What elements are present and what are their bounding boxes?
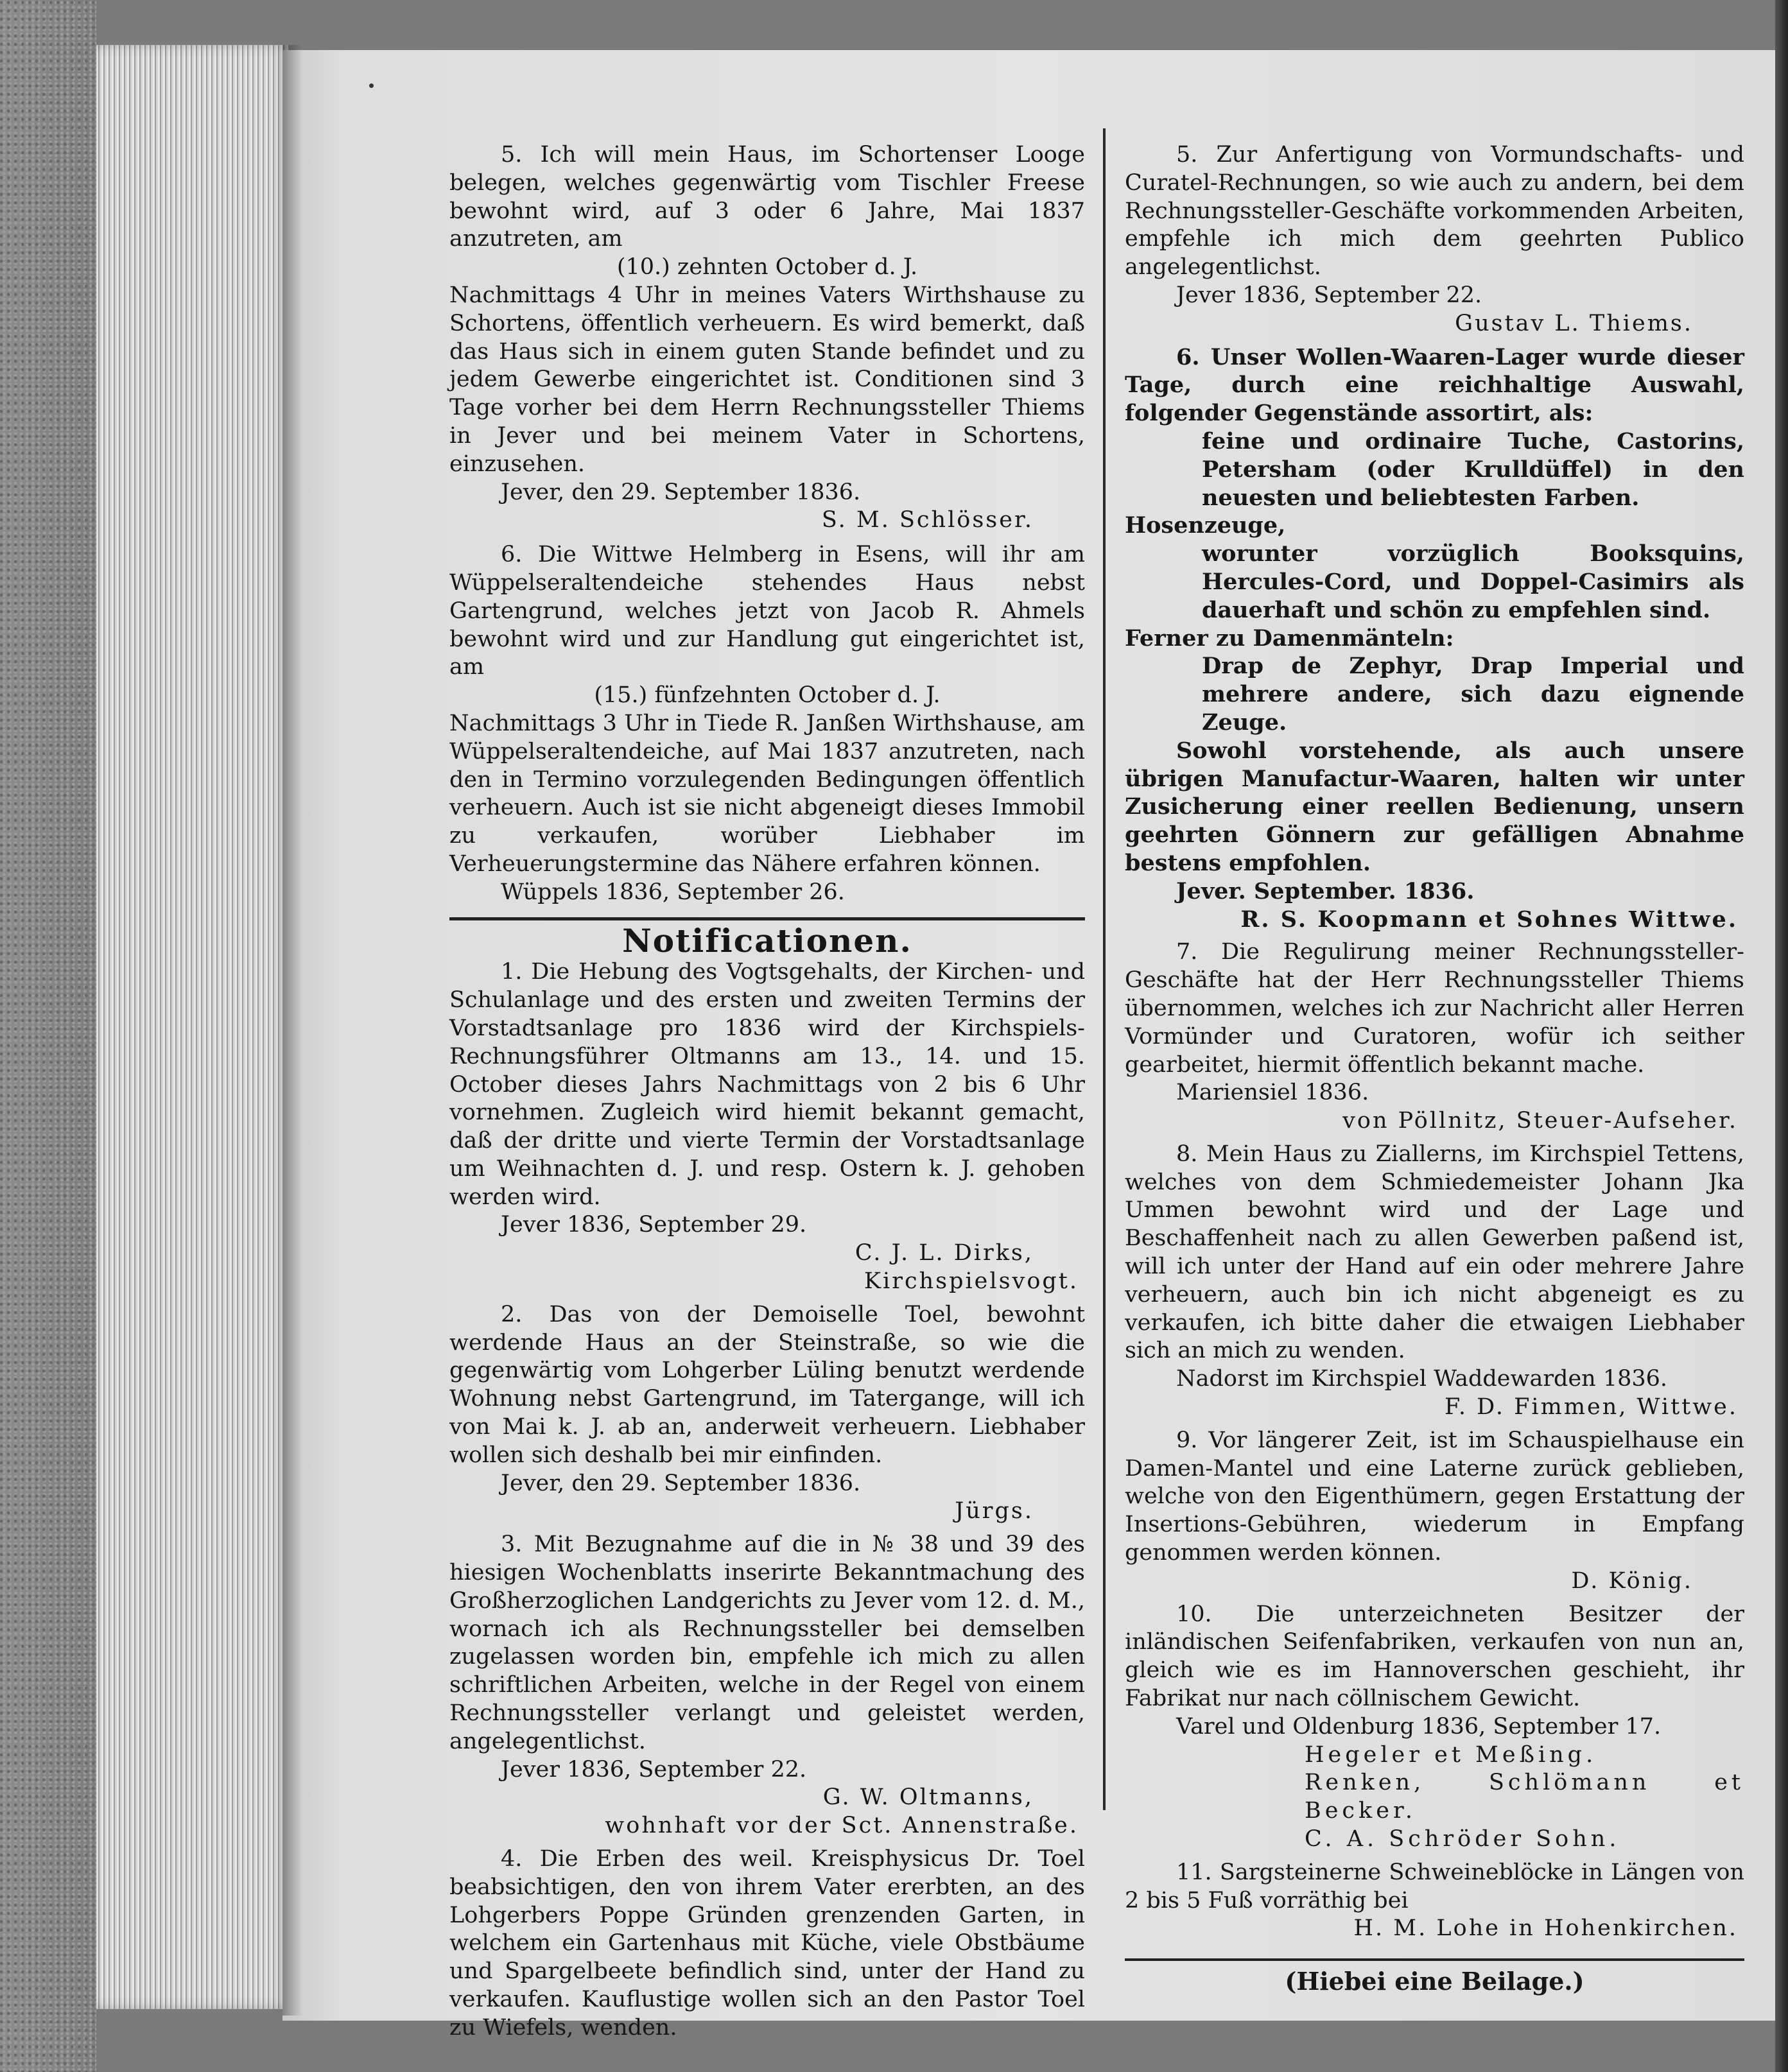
notice-5-signature: Gustav L. Thiems. <box>1455 310 1693 336</box>
gutter-shadow <box>282 45 302 2016</box>
notification-2-signature: Jürgs. <box>955 1498 1034 1524</box>
notice-6-item-2: worunter vorzüglich Booksquins, Hercules-Cord, und Doppel-Casimirs als dauerhaft und schön zu empfehlen sind. <box>1202 540 1744 623</box>
notice-10 <box>1125 1601 1744 1854</box>
notification-1-place-date: Jever 1836, September 29. <box>501 1212 807 1238</box>
notification-1-text: 1. Die Hebung des Vogtsgehalts, der Kirchen- und Schulanlage und des ersten und zweiten Termins der Vorstadtsanlage pro 1836 wird der Kirchspiels-Rechnungsführer Oltmanns am 13., 14. und 15. October dieses Jahrs Nachmittags von 2 bis 6 Uhr vornehmen. Zugleich wird hiemit bekannt gemacht, daß der dritte und vierte Termin der Vorstadtsanlage um Weihnachten d. J. und resp. Ostern k. J. gehoben werden wird. <box>449 959 1085 1210</box>
notification-3 <box>449 1531 1085 1840</box>
ad-5 <box>449 141 1085 535</box>
ad-6-date-line: (15.) fünfzehnten October d. J. <box>594 682 941 709</box>
notice-8-place-date: Nadorst im Kirchspiel Waddewarden 1836. <box>1176 1366 1668 1392</box>
ad-6-text-2: Nachmittags 3 Uhr in Tiede R. Janßen Wirthshause, am Wüppelseraltendeiche, auf Mai 1837 anzutreten, nach den in Termino vorzulegenden Bedingungen öffentlich verheuern. Auch ist sie nicht abgeneigt dieses Immobil zu verkaufen, worüber Liebhaber im Verheuerungstermine das Nähere erfahren können. <box>449 710 1085 877</box>
footer-rule <box>1125 1958 1744 1961</box>
notice-6-item-1: feine und ordinaire Tuche, Castorins, Petersham (oder Krulldüffel) in den neuesten und beliebtesten Farben. <box>1202 427 1744 511</box>
notice-7 <box>1125 938 1744 1135</box>
left-column <box>449 141 1085 2042</box>
notice-6 <box>1125 343 1744 934</box>
ad-5-text-2: Nachmittags 4 Uhr in meines Vaters Wirthshause zu Schortens, öffentlich verheuern. Es wird bemerkt, daß das Haus sich in einem guten Stande befindet und zu jedem Gewerbe eingerichtet ist. Conditionen sind 3 Tage vorher bei dem Herrn Rechnungssteller Thiems in Jever und bei meinem Vater in Schortens, einzusehen. <box>449 282 1085 477</box>
ad-5-date-line: (10.) zehnten October d. J. <box>616 254 918 281</box>
notice-7-signature: von Pöllnitz, Steuer-Aufseher. <box>1342 1108 1738 1134</box>
notice-9 <box>1125 1427 1744 1596</box>
notification-2 <box>449 1301 1085 1526</box>
column-divider <box>1103 128 1106 1810</box>
section-rule <box>449 917 1085 920</box>
notice-9-signature: D. König. <box>1571 1567 1693 1594</box>
notice-11 <box>1125 1859 1744 1943</box>
notice-8-signature: F. D. Fimmen, Wittwe. <box>1445 1394 1738 1420</box>
page-stack-edge <box>96 45 289 2009</box>
notification-3-signature-title: wohnhaft vor der Sct. Annenstraße. <box>605 1813 1079 1839</box>
notice-6-intro: 6. Unser Wollen-Waaren-Lager wurde dieser Tage, durch eine reichhaltige Auswahl, folgender Gegenstände assortirt, als: <box>1125 343 1744 427</box>
notice-10-signature-3: C. A. Schröder Sohn. <box>1305 1826 1620 1852</box>
notification-2-place-date: Jever, den 29. September 1836. <box>501 1470 861 1496</box>
ad-6 <box>449 541 1085 906</box>
ad-5-place-date: Jever, den 29. September 1836. <box>501 479 861 505</box>
notification-3-signature: G. W. Oltmanns, <box>822 1784 1034 1811</box>
notification-1-signature: C. J. L. Dirks, <box>855 1240 1034 1266</box>
notification-3-place-date: Jever 1836, September 22. <box>501 1756 807 1783</box>
ad-5-text: 5. Ich will mein Haus, im Schortenser Looge belegen, welches gegenwärtig vom Tischler Freese bewohnt wird, auf 3 oder 6 Jahre, Mai 1837 anzutreten, am <box>449 142 1085 252</box>
notice-5 <box>1125 141 1744 338</box>
notice-10-text: 10. Die unterzeichneten Besitzer der inländischen Seifenfabriken, verkaufen von nun an, gleich wie es im Hannoverschen geschieht, ihr Fabrikat nur nach cöllnischem Gewicht. <box>1125 1601 1744 1712</box>
notification-4-text: 4. Die Erben des weil. Kreisphysicus Dr. Toel beabsichtigen, den von ihrem Vater ererbten, an des Lohgerbers Poppe Gründen grenzenden Garten, in welchem ein Gartenhaus mit Küche, viele Obstbäume und Spargelbeete befindlich sind, unter der Hand zu verkaufen. Kauflustige wollen sich an den Pastor Toel zu Wiefels, wenden. <box>449 1846 1085 2041</box>
notice-6-heading-2: Hosenzeuge, <box>1125 512 1286 539</box>
right-page-edge <box>1775 0 1788 2072</box>
notice-7-text: 7. Die Regulirung meiner Rechnungssteller-Geschäfte hat der Herr Rechnungssteller Thiems übernommen, welches ich zur Nachricht aller Herren Vormünder und Curatoren, wofür ich seither gearbeitet, hiermit öffentlich bekannt mache. <box>1125 939 1744 1078</box>
notice-6-item-3: Drap de Zephyr, Drap Imperial und mehrere andere, sich dazu eignende Zeuge. <box>1202 653 1744 736</box>
notice-10-place-date: Varel und Oldenburg 1836, September 17. <box>1176 1713 1662 1740</box>
notice-6-text: Sowohl vorstehende, als auch unsere übrigen Manufactur-Waaren, halten wir unter Zusicherung einer reellen Bedienung, unsern geehrten Gönnern zur gefälligen Abnahme bestens empfohlen. <box>1125 737 1744 876</box>
notification-2-text: 2. Das von der Demoiselle Toel, bewohnt werdende Haus an der Steinstraße, so wie die gegenwärtig vom Lohgerber Lüling benutzt werdende Wohnung nebst Gartengrund, im Tatergange, will ich von Mai k. J. ab an, anderweit verheuern. Liebhaber wollen sich deshalb bei mir einfinden. <box>449 1301 1085 1468</box>
notification-4 <box>449 1845 1085 2042</box>
ad-5-signature: S. M. Schlösser. <box>821 507 1034 533</box>
notice-11-text: 11. Sargsteinerne Schweineblöcke in Längen von 2 bis 5 Fuß vorräthig bei <box>1125 1859 1744 1913</box>
notice-6-heading-3: Ferner zu Damenmänteln: <box>1125 625 1454 652</box>
notice-11-signature: H. M. Lohe in Hohenkirchen. <box>1353 1915 1738 1942</box>
right-column <box>1125 141 1744 1996</box>
footer-note: (Hiebei eine Beilage.) <box>1285 1967 1584 1996</box>
notice-5-text: 5. Zur Anfertigung von Vormundschafts- und Curatel-Rechnungen, so wie auch zu andern, bei dem Rechnungssteller-Geschäfte vorkommenden Arbeiten, empfehle ich mich dem geehrten Publico angelegentlichst. <box>1125 142 1744 281</box>
section-title: Notificationen. <box>622 921 912 960</box>
notice-7-place-date: Mariensiel 1836. <box>1176 1080 1369 1106</box>
notification-1 <box>449 958 1085 1296</box>
notice-5-place-date: Jever 1836, September 22. <box>1176 282 1482 308</box>
notice-6-signature: R. S. Koopmann et Sohnes Wittwe. <box>1240 906 1738 933</box>
ink-speck <box>369 83 374 88</box>
notification-1-signature-title: Kirchspielsvogt. <box>864 1268 1079 1295</box>
notice-6-place-date: Jever. September. 1836. <box>1176 877 1475 904</box>
notice-8-text: 8. Mein Haus zu Ziallerns, im Kirchspiel Tettens, welches von dem Schmiedemeister Johann Jka Ummen bewohnt wird und der Lage und Beschaffenheit nach zu allen Gewerben paßend ist, will ich unter der Hand auf ein oder mehrere Jahre verheuern, auch bin ich nicht abgeneigt es zu verkaufen, ich bitte daher die etwaigen Liebhaber sich an mich zu wenden. <box>1125 1141 1744 1364</box>
notice-10-signature-2: Renken, Schlömann et Becker. <box>1305 1770 1744 1824</box>
ad-6-place-date: Wüppels 1836, September 26. <box>501 879 845 905</box>
notice-9-text: 9. Vor längerer Zeit, ist im Schauspielhause ein Damen-Mantel und eine Laterne zurück geblieben, welche von den Eigenthümern, gegen Erstattung der Insertions-Gebühren, wiederum in Empfang genommen werden können. <box>1125 1427 1744 1566</box>
book-cover-edge <box>0 0 96 2072</box>
notice-10-signature-1: Hegeler et Meßing. <box>1305 1741 1597 1768</box>
notice-8 <box>1125 1141 1744 1422</box>
ad-6-text: 6. Die Wittwe Helmberg in Esens, will ihr am Wüppelseraltendeiche stehendes Haus nebst Gartengrund, welches jetzt von Jacob R. Ahmels bewohnt wird und zur Handlung gut eingerichtet ist, am <box>449 542 1085 680</box>
notification-3-text: 3. Mit Bezugnahme auf die in № 38 und 39 des hiesigen Wochenblatts inserirte Bekanntmachung des Großherzoglichen Landgerichts zu Jever vom 12. d. M., wornach ich als Rechnungssteller bei demselben zugelassen worden bin, empfehle ich mich zu allen schriftlichen Arbeiten, welche in der Regel von einem Rechnungssteller verlangt und geleistet werden, angelegentlichst. <box>449 1532 1085 1754</box>
